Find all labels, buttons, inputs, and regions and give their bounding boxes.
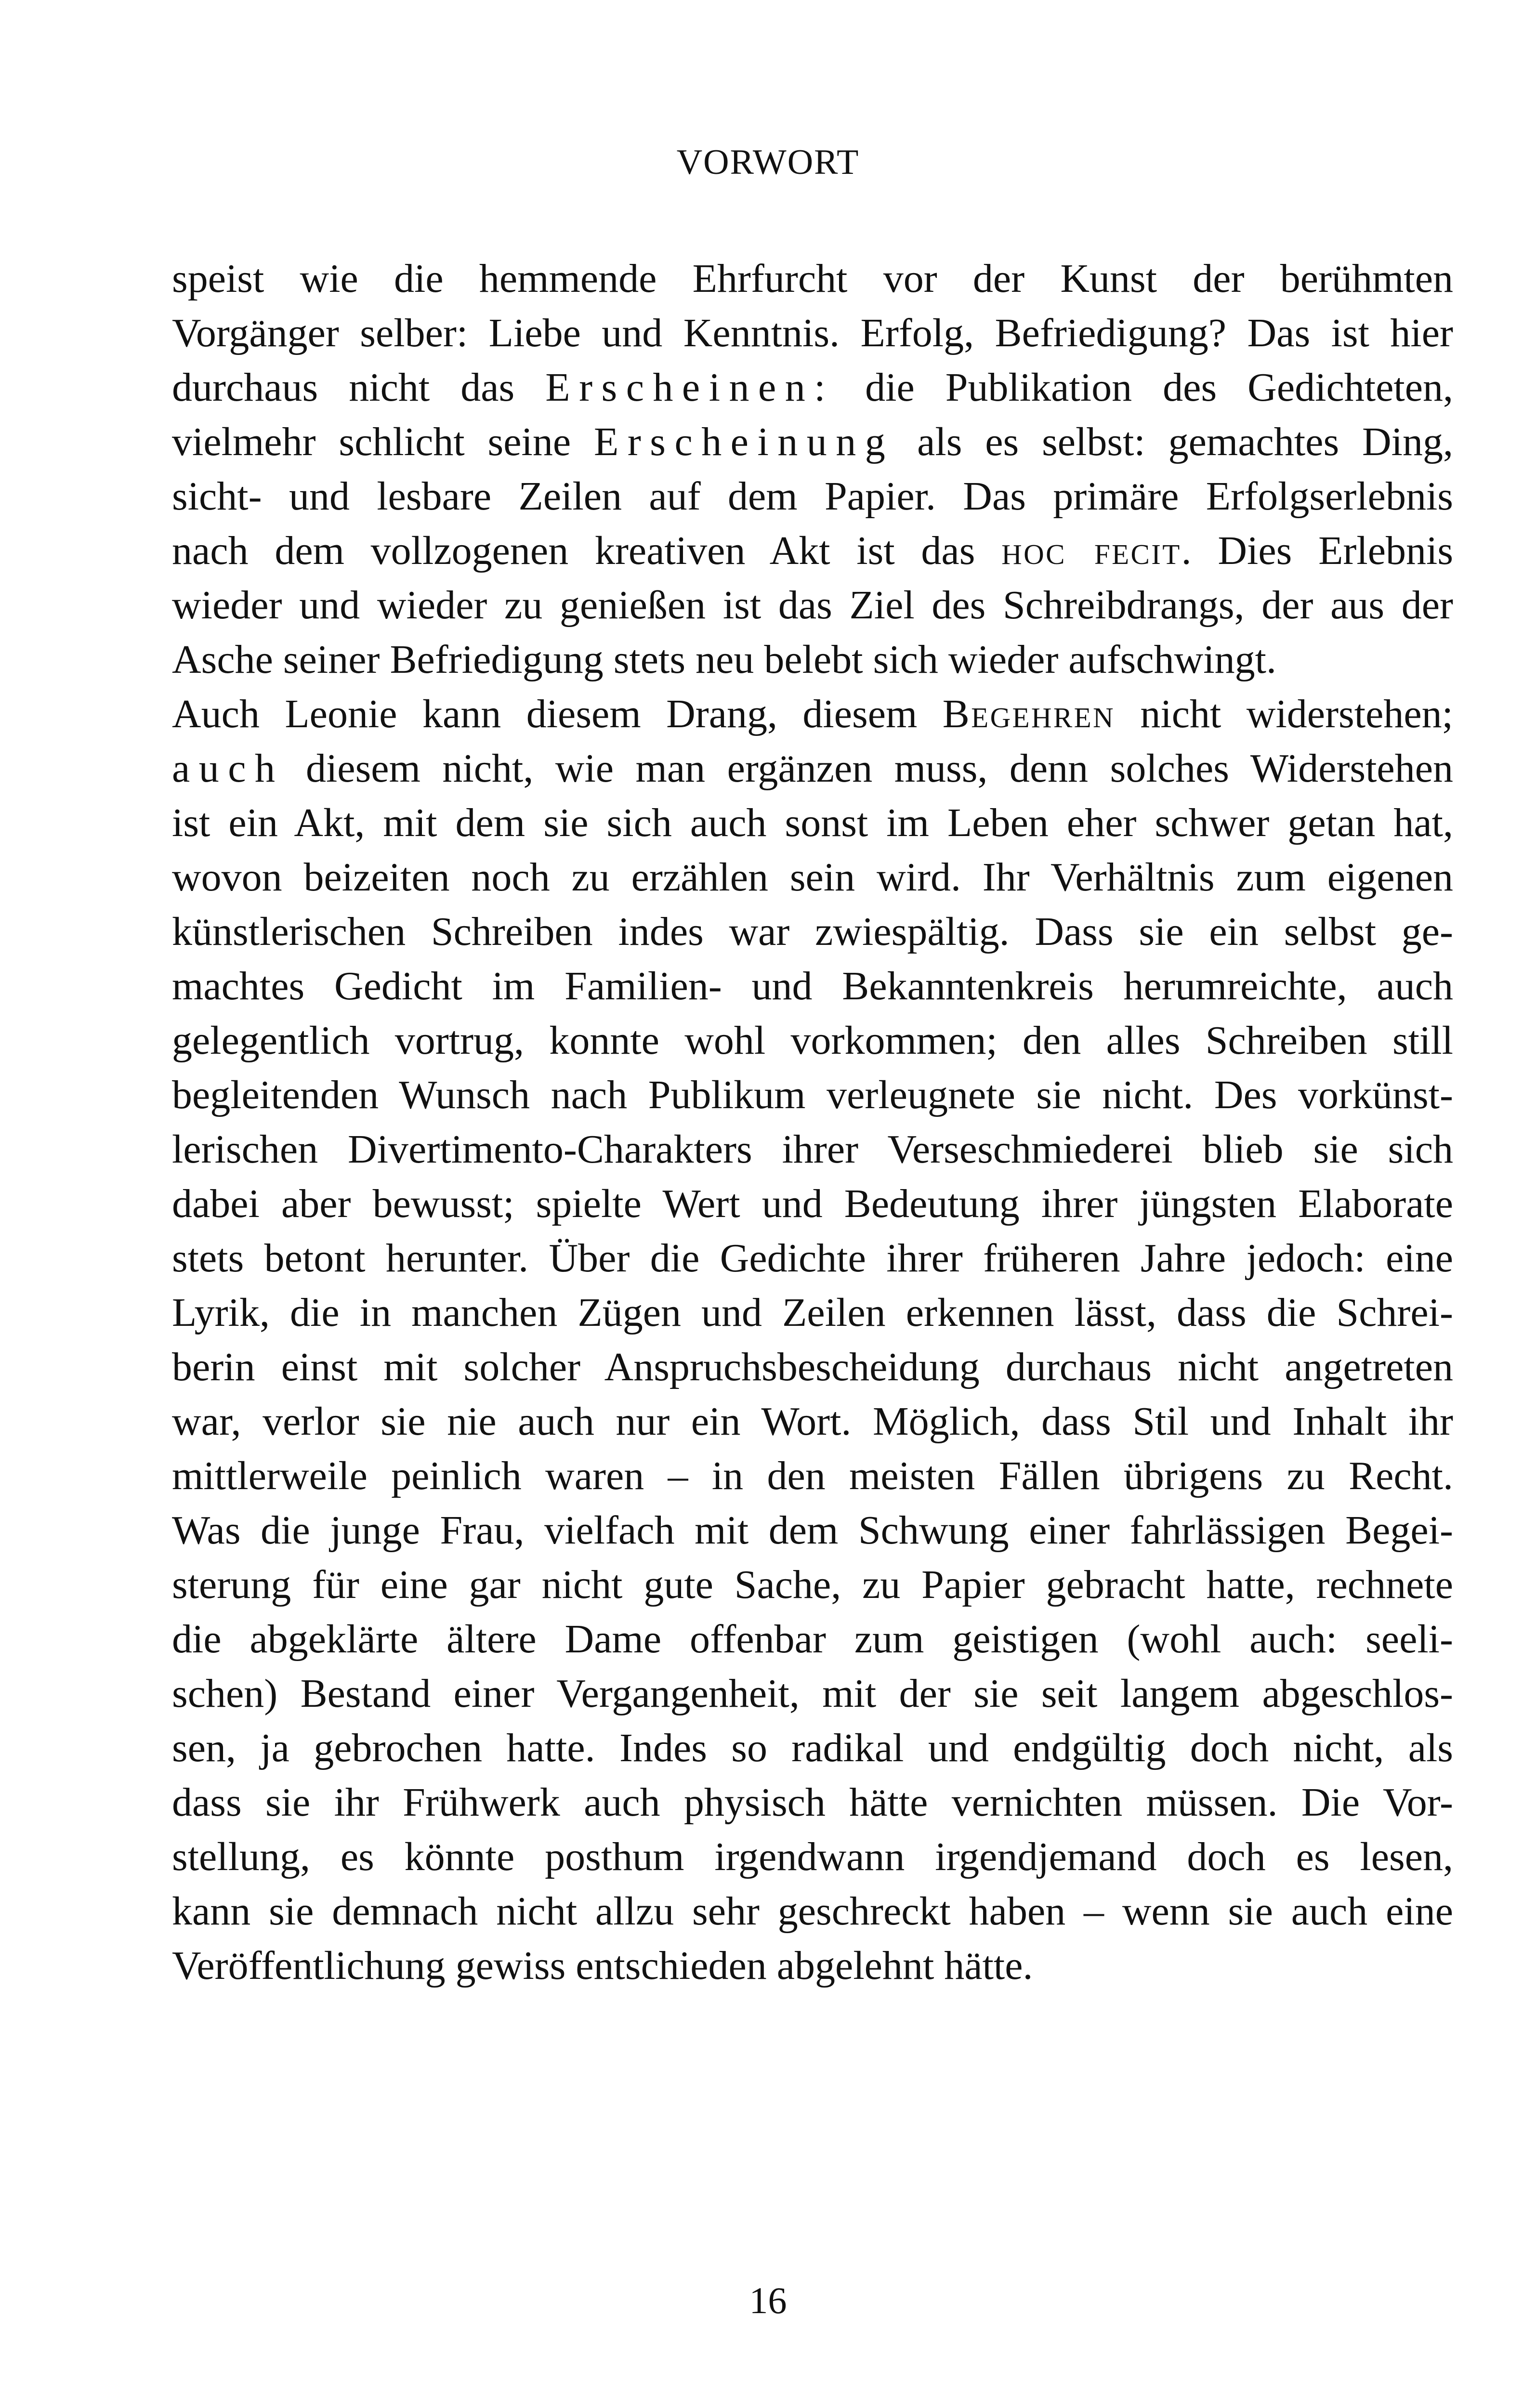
text-run: stellung, es könnte posthum irgendwann irgendjemand doch es lesen, — [172, 1834, 1453, 1879]
text-line — [172, 850, 1453, 904]
text-run: Veröffentlichung gewiss entschieden abgelehnt hätte. — [172, 1943, 1033, 1988]
text-run: sen, ja gebrochen hatte. Indes so radikal und endgültig doch nicht, als — [172, 1726, 1453, 1770]
page-number: 16 — [749, 2279, 787, 2321]
emphasized-spaced-text: auch — [172, 746, 284, 791]
emphasized-spaced-text: Erscheinen: — [545, 365, 835, 410]
text-run: mittlerweile peinlich waren – in den meisten Fällen übrigens zu Recht. — [172, 1453, 1453, 1498]
text-line — [172, 415, 1453, 469]
text-run: kann sie demnach nicht allzu sehr geschreckt haben – wenn sie auch eine — [172, 1889, 1453, 1934]
text-run: diesem nicht, wie man ergänzen muss, denn solches Widerstehen — [284, 746, 1453, 791]
text-line — [172, 741, 1453, 796]
text-line — [172, 1285, 1453, 1340]
text-run: wieder und wieder zu genießen ist das Ziel des Schreibdrangs, der aus der — [172, 583, 1453, 628]
text-line — [172, 1721, 1453, 1775]
text-line — [172, 904, 1453, 959]
text-run: dabei aber bewusst; spielte Wert und Bedeutung ihrer jüngsten Elaborate — [172, 1181, 1453, 1226]
text-run: . Dies Erlebnis — [1181, 528, 1454, 573]
text-line — [172, 306, 1453, 360]
text-run: Asche seiner Befriedigung stets neu belebt sich wieder aufschwingt. — [172, 637, 1276, 682]
text-run: machtes Gedicht im Familien- und Bekanntenkreis herumreichte, auch — [172, 964, 1453, 1008]
small-caps-text: hoc fecit — [1001, 528, 1182, 573]
text-line — [172, 523, 1453, 578]
text-line — [172, 796, 1453, 850]
text-line — [172, 1884, 1453, 1938]
text-run: nicht widerstehen; — [1115, 692, 1453, 736]
text-line — [172, 959, 1453, 1013]
text-run: wovon beizeiten noch zu erzählen sein wird. Ihr Verhältnis zum eigenen — [172, 855, 1453, 900]
text-line — [172, 469, 1453, 523]
text-line — [172, 1503, 1453, 1557]
text-run: künstlerischen Schreiben indes war zwiespältig. Dass sie ein selbst ge- — [172, 909, 1453, 954]
small-caps-text: Begehren — [942, 692, 1115, 736]
text-run: stets betont herunter. Über die Gedichte ihrer früheren Jahre jedoch: eine — [172, 1236, 1453, 1281]
emphasized-spaced-text: Erscheinung — [594, 419, 894, 464]
text-run: vielmehr schlicht seine — [172, 419, 594, 464]
text-line — [172, 1449, 1453, 1503]
text-run: speist wie die hemmende Ehrfurcht vor der Kunst der berühmten — [172, 256, 1453, 301]
text-line — [172, 1612, 1453, 1666]
text-line — [172, 1068, 1453, 1122]
text-run: durchaus nicht das — [172, 365, 546, 410]
text-line — [172, 360, 1453, 415]
text-run: lerischen Divertimento-Charakters ihrer Verseschmiederei blieb sie sich — [172, 1127, 1453, 1172]
text-line — [172, 578, 1453, 632]
text-run: nach dem vollzogenen kreativen Akt ist das — [172, 528, 1002, 573]
text-run: Lyrik, die in manchen Zügen und Zeilen erkennen lässt, dass die Schrei- — [172, 1290, 1453, 1335]
text-line — [172, 1177, 1453, 1231]
text-line — [172, 1394, 1453, 1449]
text-run: sterung für eine gar nicht gute Sache, zu Papier gebracht hatte, rechnete — [172, 1562, 1453, 1607]
text-run: ist ein Akt, mit dem sie sich auch sonst im Leben eher schwer getan hat, — [172, 800, 1453, 845]
text-line — [172, 1557, 1453, 1612]
text-line — [172, 687, 1453, 741]
text-line — [172, 1122, 1453, 1177]
text-line — [172, 1830, 1453, 1884]
text-run: die abgeklärte ältere Dame offenbar zum geistigen (wohl auch: seeli- — [172, 1617, 1453, 1662]
text-line — [172, 1938, 1453, 1993]
text-run: Was die junge Frau, vielfach mit dem Schwung einer fahrlässigen Begei- — [172, 1508, 1453, 1553]
text-run: als es selbst: gemachtes Ding, — [894, 419, 1453, 464]
text-line — [172, 1231, 1453, 1285]
text-run: begleitenden Wunsch nach Publikum verleugnete sie nicht. Des vorkünst- — [172, 1073, 1453, 1117]
text-run: Auch Leonie kann diesem Drang, diesem — [172, 692, 943, 736]
running-header-title: VORWORT — [676, 143, 860, 182]
running-header — [0, 144, 1536, 180]
text-line — [172, 1666, 1453, 1721]
text-run: sicht- und lesbare Zeilen auf dem Papier. Das primäre Erfolgserlebnis — [172, 474, 1453, 519]
text-run: gelegentlich vortrug, konnte wohl vorkommen; den alles Schreiben still — [172, 1018, 1453, 1063]
text-run: Vorgänger selber: Liebe und Kenntnis. Erfolg, Befriedigung? Das ist hier — [172, 311, 1453, 355]
text-line — [172, 251, 1453, 306]
text-run: dass sie ihr Frühwerk auch physisch hätte vernichten müssen. Die Vor- — [172, 1780, 1453, 1825]
text-line — [172, 1340, 1453, 1394]
text-run: die Publikation des Gedichteten, — [834, 365, 1453, 410]
text-run: war, verlor sie nie auch nur ein Wort. Möglich, dass Stil und Inhalt ihr — [172, 1399, 1453, 1444]
text-run: schen) Bestand einer Vergangenheit, mit der sie seit langem abgeschlos- — [172, 1671, 1453, 1716]
text-line — [172, 1013, 1453, 1068]
text-line — [172, 632, 1453, 687]
body-text — [172, 251, 1453, 1993]
text-line — [172, 1775, 1453, 1830]
text-run: berin einst mit solcher Anspruchsbescheidung durchaus nicht angetreten — [172, 1345, 1453, 1389]
